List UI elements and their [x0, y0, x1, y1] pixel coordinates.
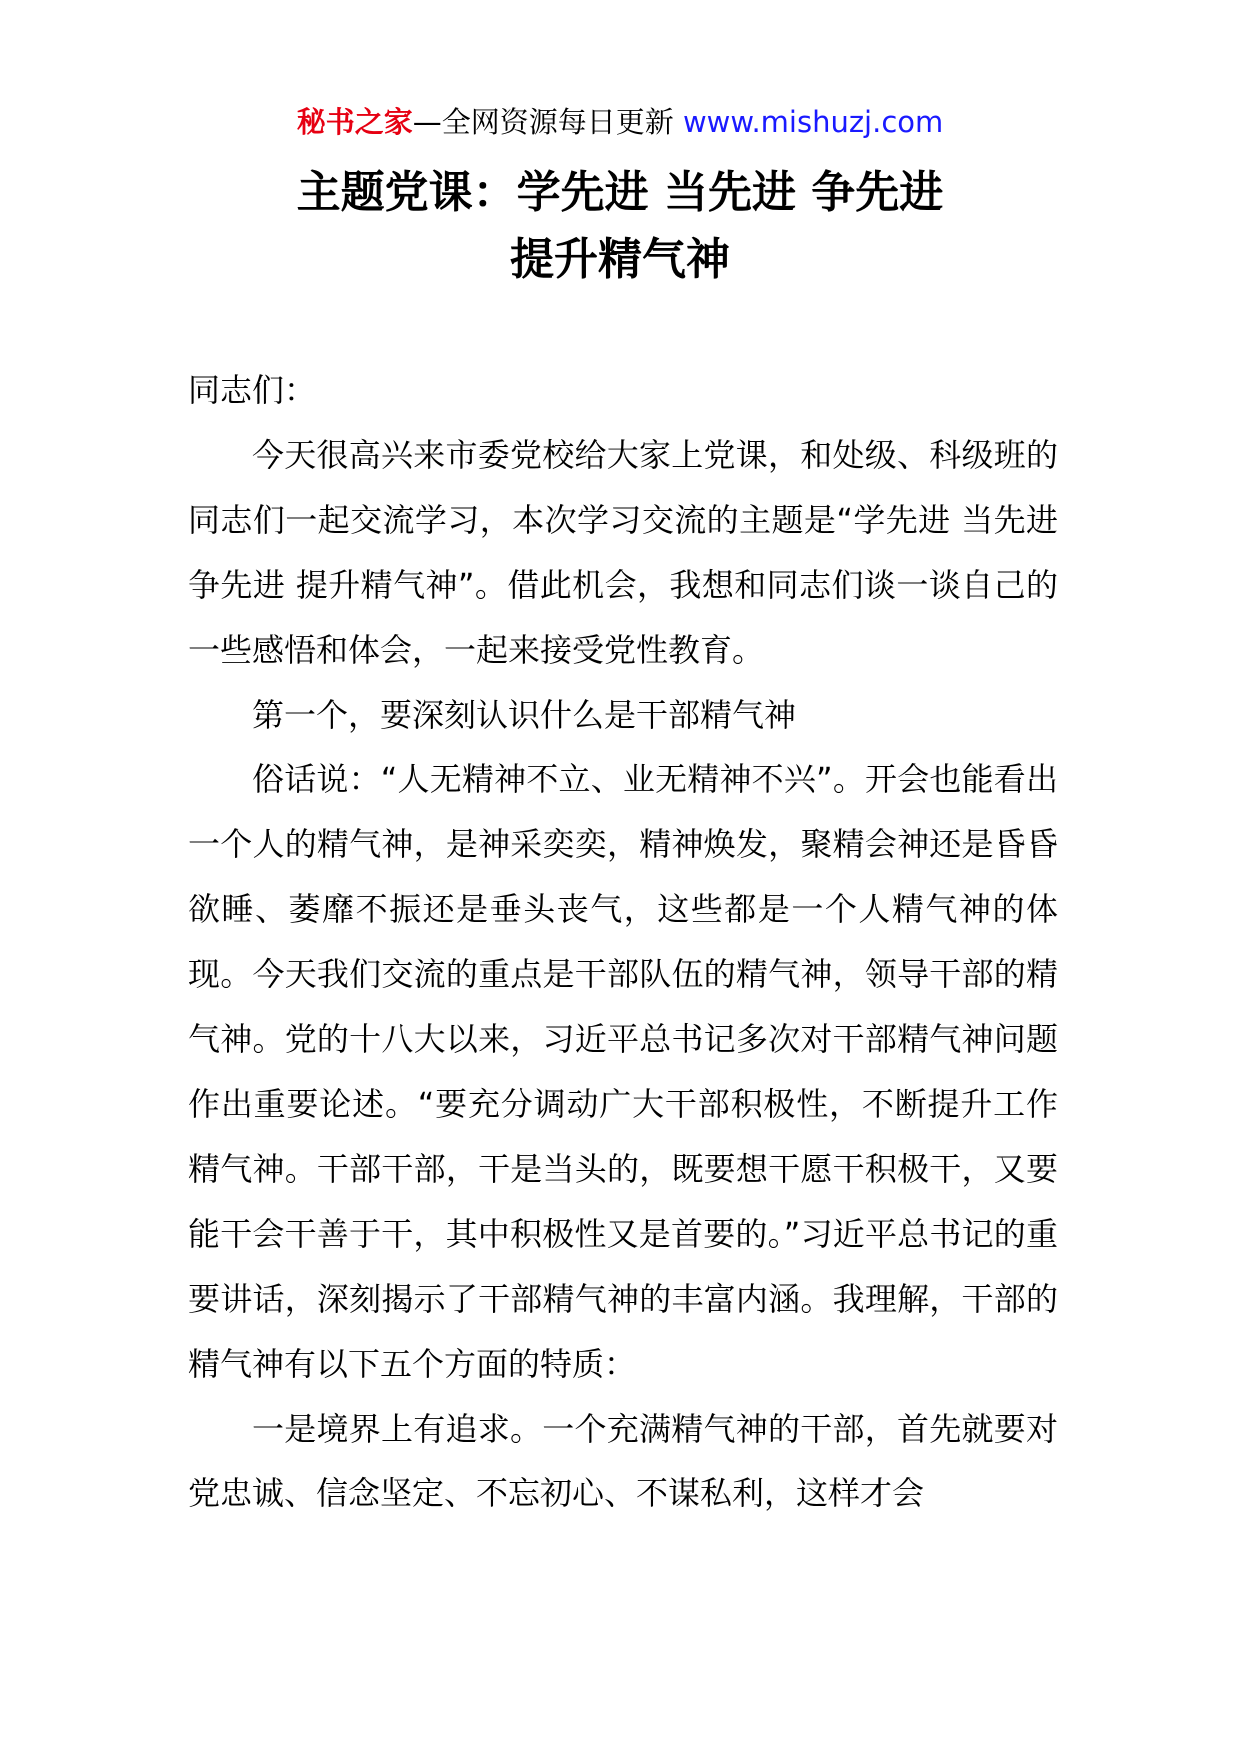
paragraph-intro: 今天很高兴来市委党校给大家上党课，和处级、科级班的同志们一起交流学习，本次学习交流的主题是“学先进 当先进 争先进 提升精气神”。借此机会，我想和同志们谈一谈自己的一些感悟和体会，一起来接受党性教育。	[188, 435, 1058, 669]
salutation: 同志们：	[188, 371, 317, 409]
brand-name: 秘书之家	[296, 105, 413, 139]
website-link[interactable]: www.mishuzj.com	[682, 105, 944, 139]
document-body	[188, 358, 1058, 1526]
document-title-line-2: 提升精气神	[510, 234, 730, 285]
source-header	[0, 102, 1240, 142]
document-title-line-1: 主题党课：学先进 当先进 争先进	[296, 167, 944, 218]
header-tagline: —全网资源每日更新	[412, 105, 683, 139]
paragraph-spirit-definition: 俗话说：“人无精神不立、业无精神不兴”。开会也能看出一个人的精气神，是神采奕奕，精神焕发，聚精会神还是昏昏欲睡、萎靡不振还是垂头丧气，这些都是一个人精气神的体现。今天我们交流的重点是干部队伍的精气神，领导干部的精气神。党的十八大以来，习近平总书记多次对干部精气神问题作出重要论述。“要充分调动广大干部积极性，不断提升工作精气神。干部干部，干是当头的，既要想干愿干积极干，又要能干会干善于干，其中积极性又是首要的。”习近平总书记的重要讲话，深刻揭示了干部精气神的丰富内涵。我理解，干部的精气神有以下五个方面的特质：	[188, 760, 1058, 1383]
section-heading-1: 第一个，要深刻认识什么是干部精气神	[252, 695, 797, 734]
paragraph-point-one: 一是境界上有追求。一个充满精气神的干部，首先就要对党忠诚、信念坚定、不忘初心、不谋私利，这样才会	[188, 1409, 1058, 1513]
